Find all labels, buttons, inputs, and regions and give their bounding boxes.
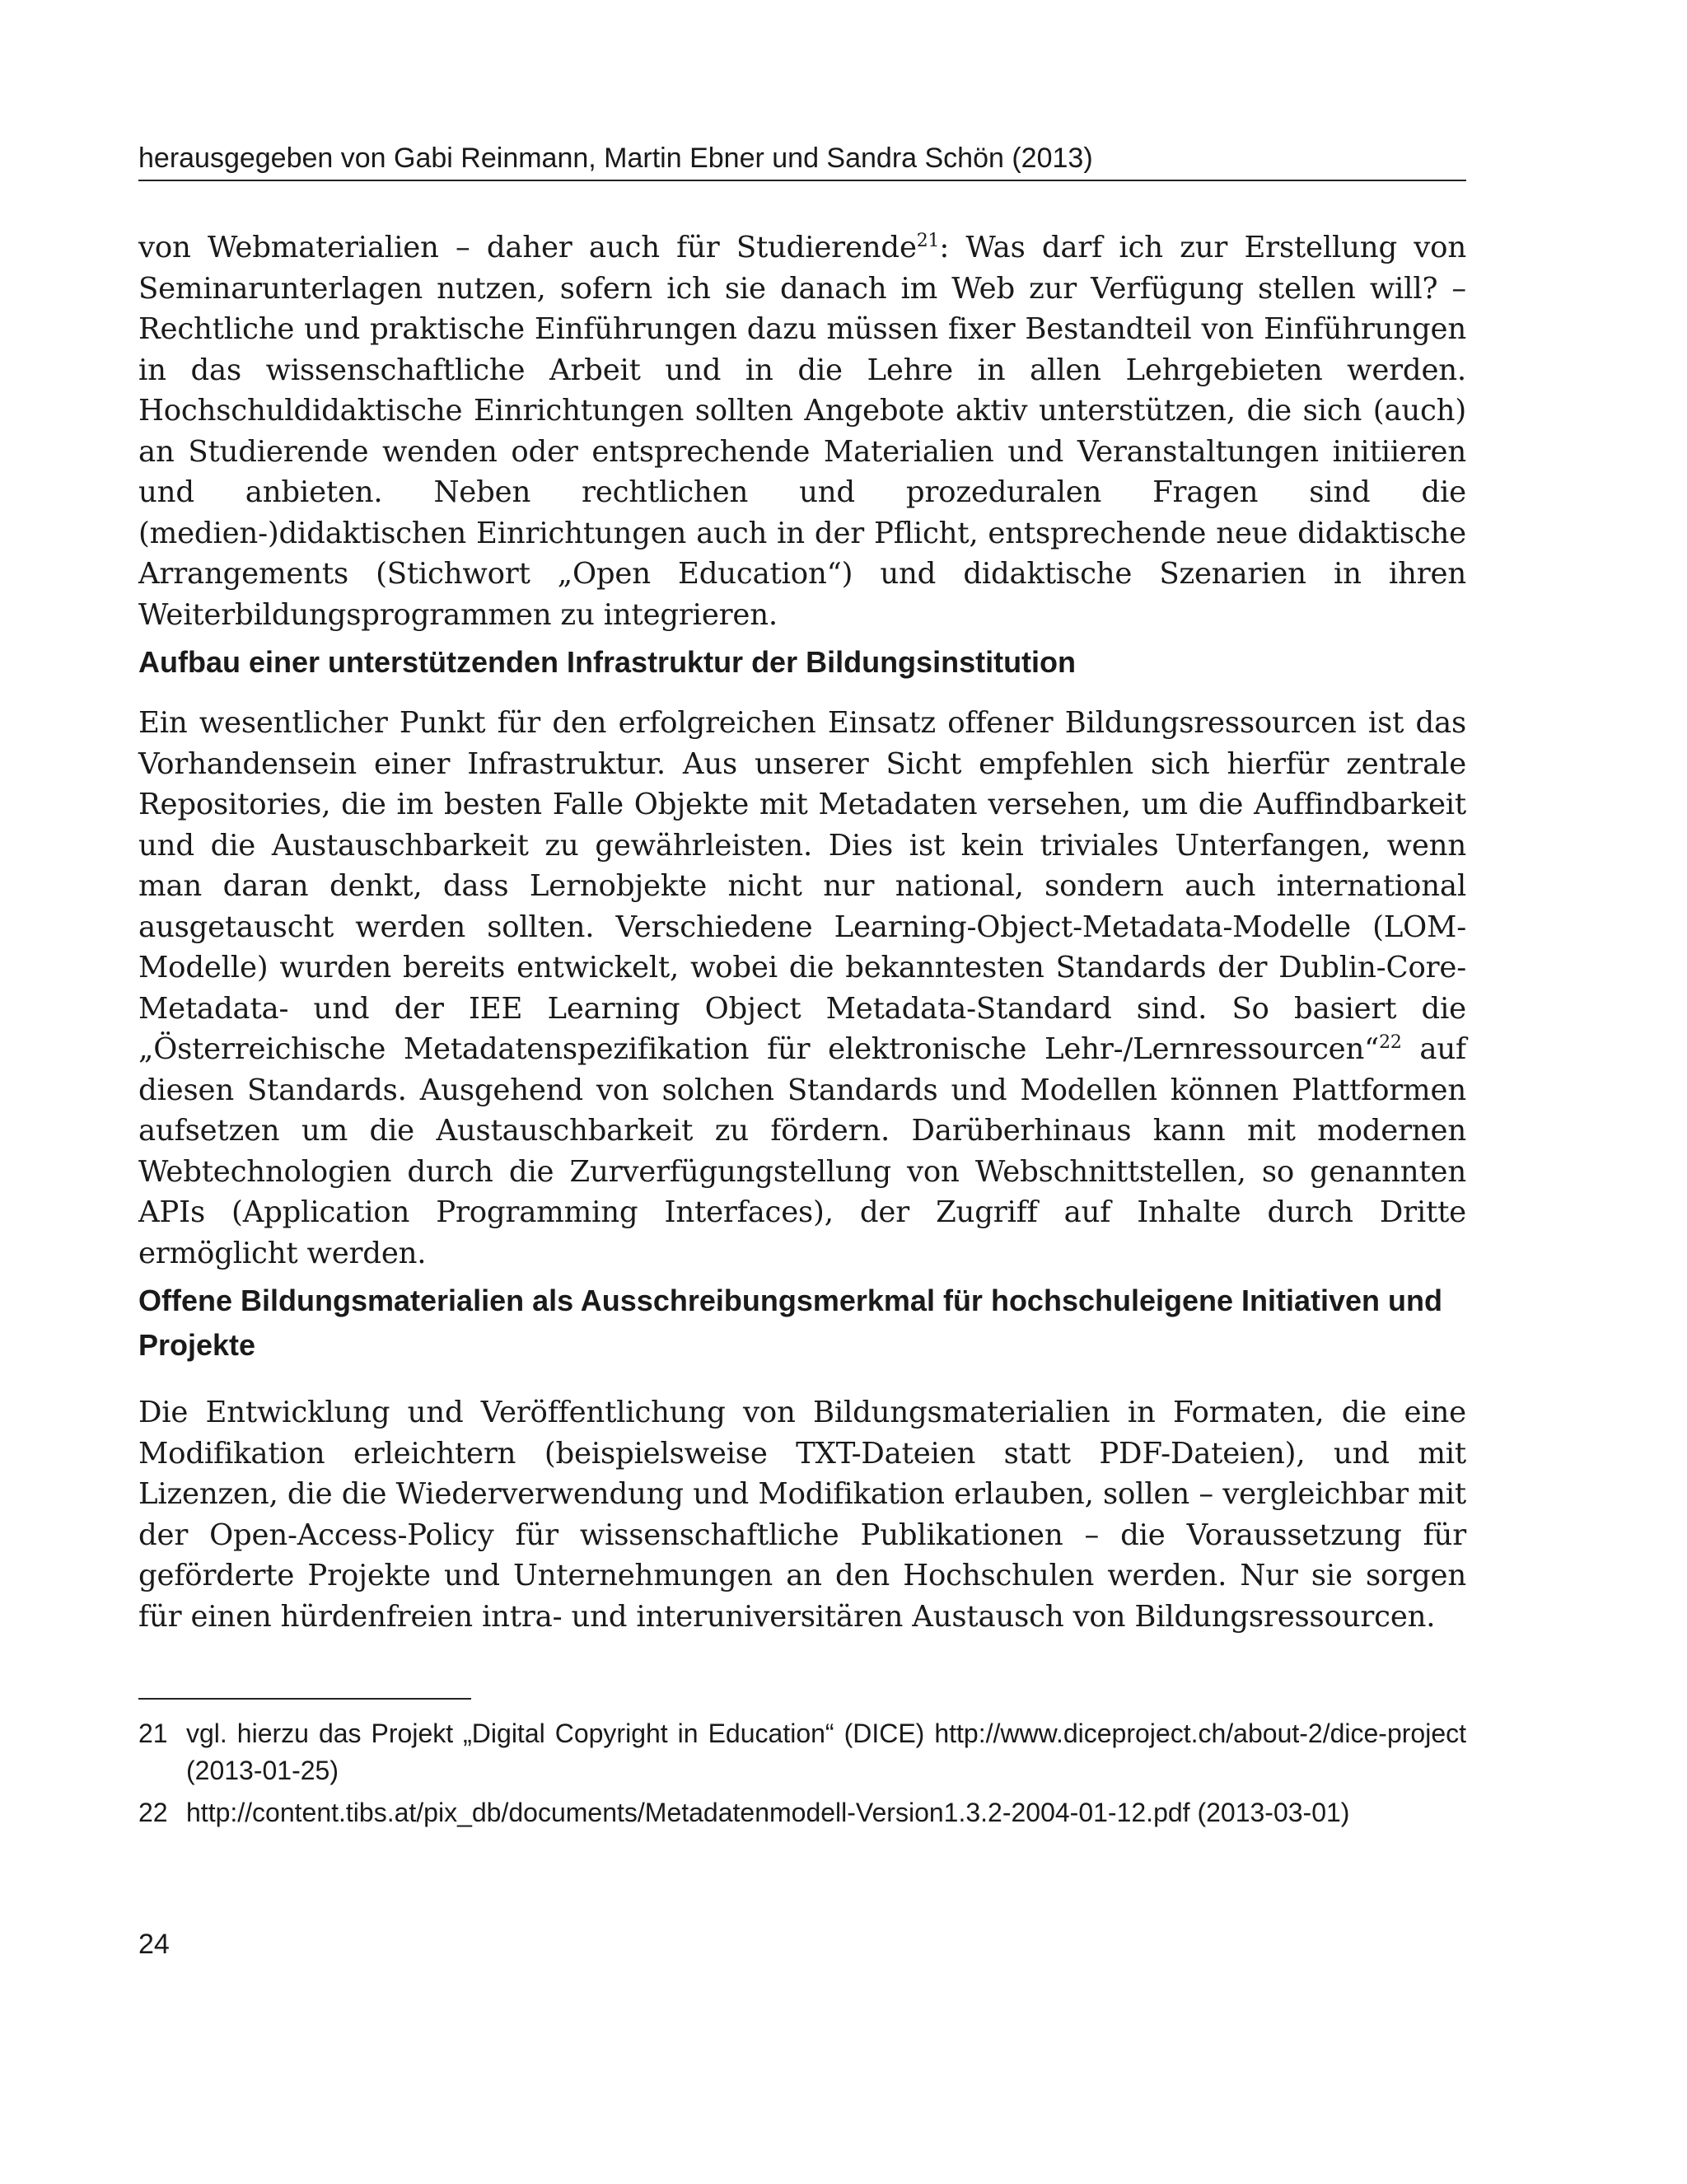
footnote-text[interactable]: vgl. hierzu das Projekt „Digital Copyright in Education“ (DICE) http://www.diceproject.ch/about-2/dice-project (2013-01-25): [186, 1719, 1466, 1785]
footnote-number: 21: [138, 1719, 168, 1748]
footnote-number: 22: [138, 1798, 168, 1827]
running-header: herausgegeben von Gabi Reinmann, Martin Ebner und Sandra Schön (2013): [138, 140, 1466, 181]
paragraph-text: von Webmaterialien – daher auch für Studierende: [138, 231, 917, 264]
page-number: 24: [138, 1929, 170, 1960]
paragraph-text: Ein wesentlicher Punkt für den erfolgreichen Einsatz offener Bildungsressourcen ist das Vorhandensein einer Infrastruktur. Aus unserer Sicht empfehlen sich hierfür zentrale Repositories, die im besten Falle Objekte mit Metadaten versehen, um die Auffindbarkeit und die Austauschbarkeit zu gewährleisten. Dies ist kein triviales Unterfangen, wenn man daran denkt, dass Lernobjekte nicht nur national, sondern auch international ausgetauscht werden sollten. Verschiedene Learning-Object-Metadata-Modelle (LOM-Modelle) wurden bereits entwickelt, wobei die bekanntesten Standards der Dublin-Core-Metadata- und der IEE Learning Object Metadata-Standard sind. So basiert die „Österreichische Metadatenspezifikation für elektronische Lehr-/Lernressourcen“: [138, 706, 1466, 1066]
section-heading-open-materials: Offene Bildungsmaterialien als Ausschreibungsmerkmal für hochschuleigene Initiativen und Projekte: [138, 1284, 1443, 1362]
footnote-ref-21[interactable]: 21: [916, 231, 940, 252]
document-page: [138, 0, 1466, 2184]
footnote-ref-22[interactable]: 22: [1379, 1032, 1402, 1054]
body-paragraph-1: [138, 227, 1466, 635]
paragraph-text: : Was darf ich zur Erstellung von Seminarunterlagen nutzen, sofern ich sie danach im Web zur Verfügung stellen will? – Rechtliche und praktische Einführungen dazu müssen fixer Bestandteil von Einführungen in das wissenschaftliche Arbeit und in die Lehre in allen Lehrgebieten werden. Hochschuldidaktische Einrichtungen sollten Angebote aktiv unterstützen, die sich (auch) an Studierende wenden oder entsprechende Materialien und Veranstaltungen initiieren und anbieten. Neben rechtlichen und prozeduralen Fragen sind die (medien-)didaktischen Einrichtungen auch in der Pflicht, entsprechende neue didaktische Arrangements (Stichwort „Open Education“) und didaktische Szenarien in ihren Weiterbildungsprogrammen zu integrieren.: [138, 231, 1466, 632]
body-paragraph-3: Die Entwicklung und Veröffentlichung von Bildungsmaterialien in Formaten, die eine Modifikation erleichtern (beispielsweise TXT-Dateien statt PDF-Dateien), und mit Lizenzen, die die Wiederverwendung und Modifikation erlauben, sollen – vergleichbar mit der Open-Access-Policy für wissenschaftliche Publikationen – die Voraussetzung für geförderte Projekte und Unternehmungen an den Hochschulen werden. Nur sie sorgen für einen hürdenfreien intra- und interuniversitären Austausch von Bildungsressourcen.: [138, 1396, 1466, 1634]
section-heading-infrastructure: Aufbau einer unterstützenden Infrastruktur der Bildungsinstitution: [138, 645, 1077, 679]
footnote-22: [138, 1794, 1466, 1831]
footnote-21: [138, 1715, 1466, 1789]
footnotes: [138, 1715, 1466, 1836]
paragraph-text: auf diesen Standards. Ausgehend von solchen Standards und Modellen können Plattformen aufsetzen um die Austauschbarkeit zu fördern. Darüberhinaus kann mit modernen Webtechnologien durch die Zurverfügungstellung von Webschnittstellen, so genannten APIs (Application Programming Interfaces), der Zugriff auf Inhalte durch Dritte ermöglicht werden.: [138, 1032, 1466, 1270]
body-paragraph-2: [138, 703, 1466, 1274]
footnote-text[interactable]: http://content.tibs.at/pix_db/documents/Metadatenmodell-Version1.3.2-2004-01-12.pdf (2013-03-01): [186, 1798, 1350, 1827]
footnote-divider: [138, 1698, 471, 1700]
